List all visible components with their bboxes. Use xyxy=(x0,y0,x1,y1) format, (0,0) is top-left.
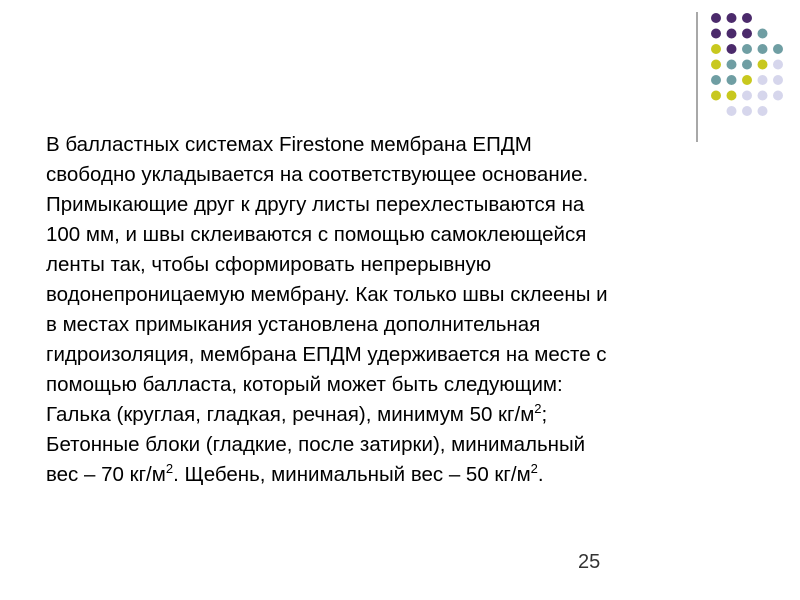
text-line-last xyxy=(46,460,736,490)
decorative-dot xyxy=(742,29,752,39)
text-line: Примыкающие друг к другу листы перехлестываются на xyxy=(46,193,585,216)
punctuation: . xyxy=(537,463,544,486)
decorative-dot xyxy=(727,60,737,70)
decorative-dot xyxy=(727,44,737,54)
decorative-dot xyxy=(742,13,752,23)
slide-body-text xyxy=(46,130,736,490)
decorative-dot xyxy=(711,75,721,85)
text-line: гидроизоляция, мембрана ЕПДМ удерживается на месте с xyxy=(46,343,607,366)
text-line: в местах примыкания установлена дополнительная xyxy=(46,313,541,336)
decorative-dot xyxy=(727,91,737,101)
text-line: ленты так, чтобы сформировать непрерывную xyxy=(46,253,492,276)
decorative-dot xyxy=(711,44,721,54)
decorative-dot xyxy=(758,29,768,39)
decorative-dot xyxy=(773,60,783,70)
decorative-dot xyxy=(711,60,721,70)
decorative-dot xyxy=(773,44,783,54)
superscript: 2 xyxy=(530,461,538,477)
decorative-dot xyxy=(758,44,768,54)
decorative-dot xyxy=(758,60,768,70)
superscript: 2 xyxy=(534,401,542,417)
decorative-dot xyxy=(742,106,752,116)
decorative-dot xyxy=(727,106,737,116)
crushed-stone-text: . Щебень, минимальный вес – 50 кг/м xyxy=(173,463,531,486)
decorative-dot xyxy=(773,75,783,85)
text-line: помощью балласта, который может быть следующим: xyxy=(46,373,563,396)
decorative-dot xyxy=(727,75,737,85)
decorative-dot xyxy=(742,60,752,70)
text-line: 100 мм, и швы склеиваются с помощью самоклеющейся xyxy=(46,223,587,246)
decorative-dot xyxy=(711,29,721,39)
text-line: свободно укладывается на соответствующее основание. xyxy=(46,163,589,186)
decorative-dot xyxy=(758,91,768,101)
decorative-dot xyxy=(773,91,783,101)
decorative-dot xyxy=(742,75,752,85)
vertical-divider xyxy=(696,12,698,142)
superscript: 2 xyxy=(165,461,174,477)
text-line-gravel xyxy=(46,400,736,430)
punctuation: ; xyxy=(541,403,548,426)
decorative-dot xyxy=(742,91,752,101)
text-line: В балластных системах Firestone мембрана ЕПДМ xyxy=(46,133,532,156)
decorative-dot xyxy=(711,13,721,23)
page-number: 25 xyxy=(578,551,601,573)
text-line-blocks: Бетонные блоки (гладкие, после затирки), минимальный xyxy=(46,433,586,456)
decorative-dot xyxy=(711,91,721,101)
decorative-dot xyxy=(758,106,768,116)
decorative-dot xyxy=(758,75,768,85)
decorative-dot xyxy=(727,29,737,39)
weight-text: вес – 70 кг/м xyxy=(46,463,166,486)
decorative-dot xyxy=(742,44,752,54)
decorative-dot xyxy=(727,13,737,23)
text-line: водонепроницаемую мембрану. Как только швы склеены и xyxy=(46,283,608,306)
gravel-text: Галька (круглая, гладкая, речная), минимум 50 кг/м xyxy=(46,403,535,426)
